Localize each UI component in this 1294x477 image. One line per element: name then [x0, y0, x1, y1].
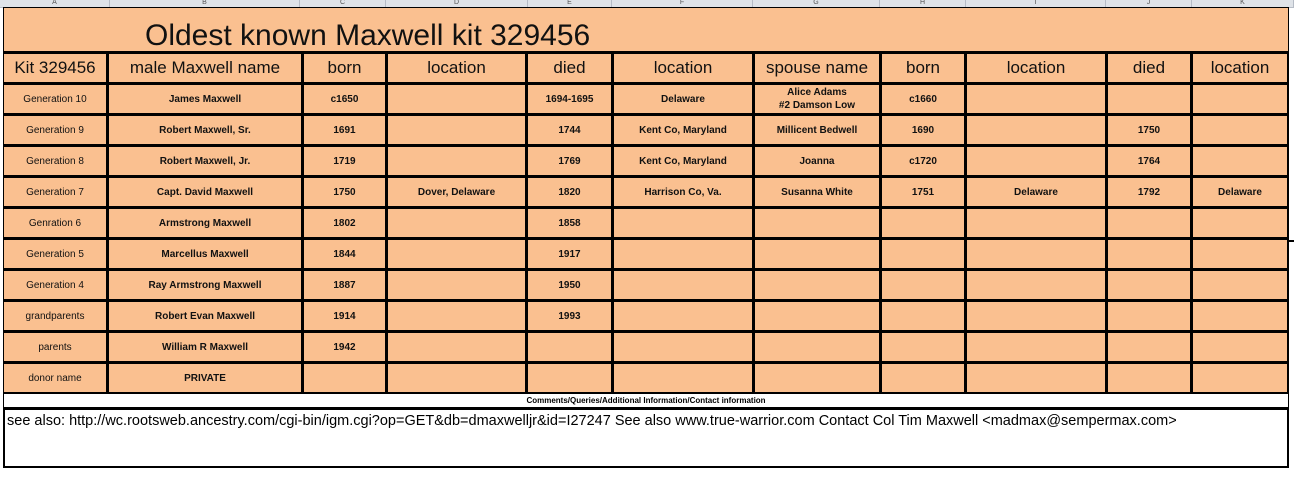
- table-cell[interactable]: Robert Evan Maxwell: [108, 301, 303, 332]
- title-row[interactable]: [3, 7, 1289, 53]
- table-cell[interactable]: [387, 301, 527, 332]
- table-row: [3, 270, 1289, 301]
- table-cell[interactable]: [881, 270, 966, 301]
- table-cell[interactable]: Millicent Bedwell: [754, 115, 881, 146]
- table-cell[interactable]: [387, 270, 527, 301]
- table-cell[interactable]: 1914: [303, 301, 387, 332]
- table-row: [3, 208, 1289, 239]
- table-cell[interactable]: Genration 6: [3, 208, 108, 239]
- table-cell[interactable]: [966, 115, 1107, 146]
- table-cell[interactable]: Harrison Co, Va.: [613, 177, 754, 208]
- table-cell[interactable]: William R Maxwell: [108, 332, 303, 363]
- table-cell[interactable]: 1917: [527, 239, 613, 270]
- table-cell[interactable]: Capt. David Maxwell: [108, 177, 303, 208]
- header-cell[interactable]: born: [881, 53, 966, 84]
- table-cell[interactable]: James Maxwell: [108, 84, 303, 115]
- table-cell[interactable]: [754, 208, 881, 239]
- table-cell[interactable]: [527, 363, 613, 394]
- table-cell[interactable]: 1690: [881, 115, 966, 146]
- table-cell[interactable]: [1192, 332, 1289, 363]
- table-cell[interactable]: 1764: [1107, 146, 1192, 177]
- column-header-a[interactable]: A: [0, 0, 110, 7]
- row-resize-marker: [1288, 240, 1294, 242]
- header-cell[interactable]: male Maxwell name: [108, 53, 303, 84]
- header-cell[interactable]: location: [1192, 53, 1289, 84]
- table-cell[interactable]: [613, 239, 754, 270]
- table-cell[interactable]: [387, 332, 527, 363]
- table-cell[interactable]: Alice Adams #2 Damson Low: [754, 84, 881, 115]
- table-cell[interactable]: c1720: [881, 146, 966, 177]
- table-cell[interactable]: [613, 301, 754, 332]
- table-cell[interactable]: grandparents: [3, 301, 108, 332]
- table-cell[interactable]: [387, 115, 527, 146]
- table-cell[interactable]: [1192, 84, 1289, 115]
- table-cell[interactable]: [387, 208, 527, 239]
- comments-label[interactable]: Comments/Queries/Additional Information/Contact information: [3, 394, 1289, 408]
- table-cell[interactable]: [966, 270, 1107, 301]
- table-cell[interactable]: 1820: [527, 177, 613, 208]
- column-header-c[interactable]: C: [300, 0, 386, 7]
- table-cell[interactable]: 1858: [527, 208, 613, 239]
- table-cell[interactable]: [966, 332, 1107, 363]
- table-cell[interactable]: 1719: [303, 146, 387, 177]
- table-cell[interactable]: [1107, 301, 1192, 332]
- table-cell[interactable]: Joanna: [754, 146, 881, 177]
- table-cell[interactable]: Delaware: [966, 177, 1107, 208]
- table-cell[interactable]: Delaware: [613, 84, 754, 115]
- table-cell[interactable]: 1802: [303, 208, 387, 239]
- column-header-g[interactable]: G: [753, 0, 880, 7]
- table-cell[interactable]: 1942: [303, 332, 387, 363]
- table-cell[interactable]: 1993: [527, 301, 613, 332]
- table-cell[interactable]: c1660: [881, 84, 966, 115]
- table-cell[interactable]: Delaware: [1192, 177, 1289, 208]
- spreadsheet: [3, 7, 1289, 468]
- header-cell[interactable]: location: [613, 53, 754, 84]
- table-row: [3, 332, 1289, 363]
- table-cell[interactable]: 1950: [527, 270, 613, 301]
- table-cell[interactable]: 1887: [303, 270, 387, 301]
- table-cell[interactable]: [966, 146, 1107, 177]
- table-cell[interactable]: Susanna White: [754, 177, 881, 208]
- table-cell[interactable]: donor name: [3, 363, 108, 394]
- table-cell[interactable]: [754, 270, 881, 301]
- table-cell[interactable]: Marcellus Maxwell: [108, 239, 303, 270]
- table-cell[interactable]: [303, 363, 387, 394]
- table-cell[interactable]: [1107, 363, 1192, 394]
- table-cell[interactable]: Generation 7: [3, 177, 108, 208]
- table-cell[interactable]: Kent Co, Maryland: [613, 115, 754, 146]
- table-cell[interactable]: [1192, 301, 1289, 332]
- table-row: [3, 146, 1289, 177]
- table-row: [3, 301, 1289, 332]
- table-cell[interactable]: 1691: [303, 115, 387, 146]
- table-header-row: [3, 53, 1289, 84]
- table-cell[interactable]: Generation 8: [3, 146, 108, 177]
- table-cell[interactable]: [1192, 270, 1289, 301]
- table-cell[interactable]: [387, 363, 527, 394]
- column-header-i[interactable]: I: [966, 0, 1106, 7]
- column-header-d[interactable]: D: [386, 0, 528, 7]
- table-row: [3, 363, 1289, 394]
- column-header-e[interactable]: E: [528, 0, 612, 7]
- table-cell[interactable]: [613, 270, 754, 301]
- header-cell[interactable]: location: [387, 53, 527, 84]
- table-cell[interactable]: [1192, 363, 1289, 394]
- table-cell[interactable]: [613, 363, 754, 394]
- table-cell[interactable]: Armstrong Maxwell: [108, 208, 303, 239]
- table-cell[interactable]: 1844: [303, 239, 387, 270]
- table-cell[interactable]: [881, 239, 966, 270]
- sheet-title: Oldest known Maxwell kit 329456: [145, 19, 591, 52]
- table-row: [3, 84, 1289, 115]
- table-cell[interactable]: [1107, 208, 1192, 239]
- table-cell[interactable]: [1107, 239, 1192, 270]
- column-header-b[interactable]: B: [110, 0, 300, 7]
- table-cell[interactable]: Generation 4: [3, 270, 108, 301]
- table-cell[interactable]: [613, 208, 754, 239]
- column-header-k[interactable]: K: [1192, 0, 1294, 7]
- table-cell[interactable]: 1744: [527, 115, 613, 146]
- header-cell[interactable]: spouse name: [754, 53, 881, 84]
- table-cell[interactable]: [754, 239, 881, 270]
- table-cell[interactable]: [1192, 208, 1289, 239]
- table-cell[interactable]: Generation 5: [3, 239, 108, 270]
- table-cell[interactable]: [1192, 146, 1289, 177]
- table-cell[interactable]: 1694-1695: [527, 84, 613, 115]
- table-cell[interactable]: [754, 363, 881, 394]
- column-header-j[interactable]: J: [1106, 0, 1192, 7]
- table-cell[interactable]: [387, 146, 527, 177]
- table-cell[interactable]: [881, 301, 966, 332]
- table-cell[interactable]: [754, 301, 881, 332]
- table-cell[interactable]: [387, 239, 527, 270]
- table-row: [3, 177, 1289, 208]
- header-cell[interactable]: born: [303, 53, 387, 84]
- table-cell[interactable]: [881, 363, 966, 394]
- table-cell[interactable]: [881, 332, 966, 363]
- table-cell[interactable]: 1769: [527, 146, 613, 177]
- table-cell[interactable]: 1792: [1107, 177, 1192, 208]
- table-cell[interactable]: Robert Maxwell, Jr.: [108, 146, 303, 177]
- header-cell[interactable]: died: [1107, 53, 1192, 84]
- table-cell[interactable]: [1192, 115, 1289, 146]
- table-cell[interactable]: Dover, Delaware: [387, 177, 527, 208]
- table-cell[interactable]: [966, 239, 1107, 270]
- table-cell[interactable]: parents: [3, 332, 108, 363]
- table-row: [3, 239, 1289, 270]
- table-cell[interactable]: 1750: [1107, 115, 1192, 146]
- table-cell[interactable]: Generation 10: [3, 84, 108, 115]
- table-cell[interactable]: [966, 301, 1107, 332]
- column-header-f[interactable]: F: [612, 0, 753, 7]
- header-cell[interactable]: died: [527, 53, 613, 84]
- table-cell[interactable]: [387, 84, 527, 115]
- table-cell[interactable]: Robert Maxwell, Sr.: [108, 115, 303, 146]
- table-cell[interactable]: Kent Co, Maryland: [613, 146, 754, 177]
- table-cell[interactable]: [527, 332, 613, 363]
- table-cell[interactable]: PRIVATE: [108, 363, 303, 394]
- table-cell[interactable]: [966, 84, 1107, 115]
- table-cell[interactable]: [966, 208, 1107, 239]
- table-cell[interactable]: Generation 9: [3, 115, 108, 146]
- table-cell[interactable]: [613, 332, 754, 363]
- table-cell[interactable]: [1192, 239, 1289, 270]
- header-cell[interactable]: Kit 329456: [3, 53, 108, 84]
- table-cell[interactable]: [966, 363, 1107, 394]
- table-cell[interactable]: [1107, 84, 1192, 115]
- column-header-h[interactable]: H: [880, 0, 966, 7]
- table-row: [3, 115, 1289, 146]
- table-cell[interactable]: Ray Armstrong Maxwell: [108, 270, 303, 301]
- see-also-cell[interactable]: see also: http://wc.rootsweb.ancestry.com/cgi-bin/igm.cgi?op=GET&db=dmaxwelljr&id=I27247 See also www.true-warrior.com Contact Col Tim Maxwell <madmax@sempermax.com>: [3, 408, 1289, 468]
- header-cell[interactable]: location: [966, 53, 1107, 84]
- table-cell[interactable]: 1751: [881, 177, 966, 208]
- data-table: [3, 53, 1289, 394]
- table-cell[interactable]: [1107, 270, 1192, 301]
- table-cell[interactable]: c1650: [303, 84, 387, 115]
- table-cell[interactable]: [754, 332, 881, 363]
- table-cell[interactable]: 1750: [303, 177, 387, 208]
- table-cell[interactable]: [881, 208, 966, 239]
- table-cell[interactable]: [1107, 332, 1192, 363]
